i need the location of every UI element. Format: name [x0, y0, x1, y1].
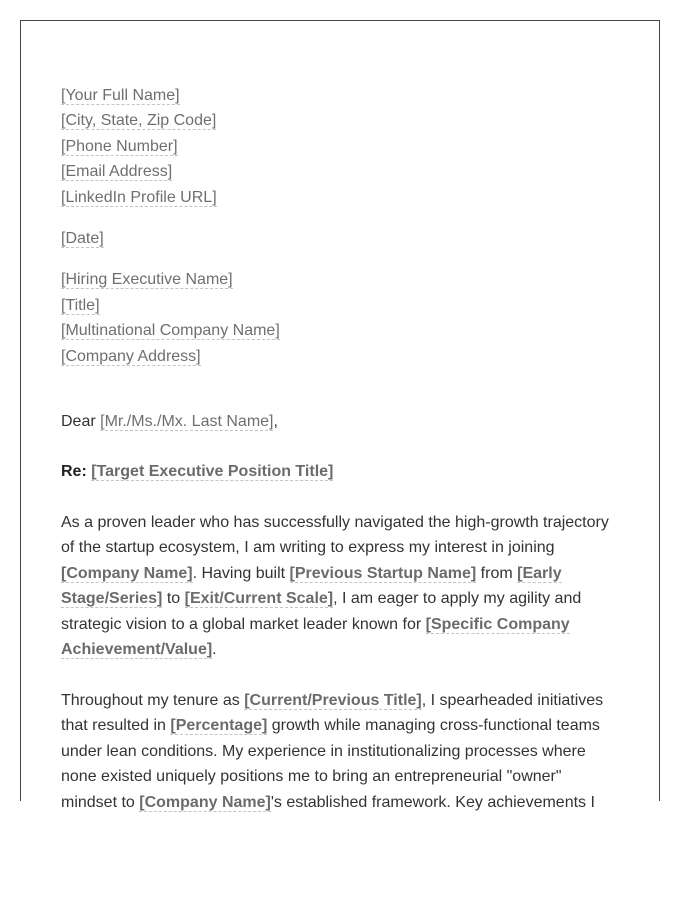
letter-content	[61, 83, 621, 815]
recipient-address[interactable]: [Company Address]	[61, 347, 201, 365]
recipient-company[interactable]: [Multinational Company Name]	[61, 322, 280, 340]
p2-text-3: growth while managing cross-functional teams under lean conditions. My experience in institutionalizing processes where none existed uniquely positions me to bring an entrepreneurial "owner" mindset to	[61, 717, 600, 811]
recipient-name[interactable]: [Hiring Executive Name]	[61, 271, 233, 289]
p2-text-4: 's established framework. Key achievements I	[270, 793, 595, 811]
recipient-title[interactable]: [Title]	[61, 296, 100, 314]
p2-text-2: , I spearheaded initiatives that resulted in	[61, 691, 604, 735]
body-paragraph-2	[61, 688, 621, 816]
subject-position[interactable]: [Target Executive Position Title]	[91, 463, 334, 481]
p1-early-stage[interactable]: [Early Stage/Series]	[61, 564, 562, 608]
sender-phone[interactable]: [Phone Number]	[61, 137, 178, 155]
p2-company-name[interactable]: [Company Name]	[139, 793, 271, 811]
sender-email[interactable]: [Email Address]	[61, 163, 173, 181]
sender-linkedin[interactable]: [LinkedIn Profile URL]	[61, 188, 217, 206]
salutation-prefix: Dear	[61, 412, 101, 430]
p2-text-1: Throughout my tenure as	[61, 691, 245, 709]
salutation	[61, 409, 621, 434]
subject-label: Re:	[61, 463, 87, 481]
p1-exit-scale[interactable]: [Exit/Current Scale]	[184, 590, 334, 608]
subject-line	[61, 459, 621, 484]
p1-text-4: to	[162, 590, 185, 608]
sender-block	[61, 83, 621, 210]
sender-full-name[interactable]: [Your Full Name]	[61, 87, 180, 104]
body-paragraph-1	[61, 510, 621, 663]
p2-percentage[interactable]: [Percentage]	[170, 717, 268, 735]
date-block	[61, 226, 621, 251]
salutation-name[interactable]: [Mr./Ms./Mx. Last Name]	[100, 412, 274, 430]
p1-text-1: As a proven leader who has successfully navigated the high-growth trajectory of the startup ecosystem, I am writing to express my interest in joining	[61, 513, 609, 557]
sender-city-state-zip[interactable]: [City, State, Zip Code]	[61, 112, 217, 130]
p2-current-title[interactable]: [Current/Previous Title]	[244, 691, 422, 709]
recipient-block	[61, 267, 621, 369]
salutation-suffix: ,	[273, 412, 278, 430]
p1-text-6: .	[212, 641, 217, 659]
letter-date[interactable]: [Date]	[61, 229, 104, 247]
letter-page	[20, 20, 660, 811]
p1-text-2: . Having built	[192, 564, 290, 582]
p1-company-name[interactable]: [Company Name]	[61, 564, 193, 582]
p1-text-5: , I am eager to apply my agility and strategic vision to a global market leader known for	[61, 590, 582, 633]
p1-company-achievement[interactable]: [Specific Company Achievement/Value]	[61, 615, 570, 659]
p1-startup-name[interactable]: [Previous Startup Name]	[289, 564, 477, 582]
p1-text-3: from	[476, 564, 518, 582]
